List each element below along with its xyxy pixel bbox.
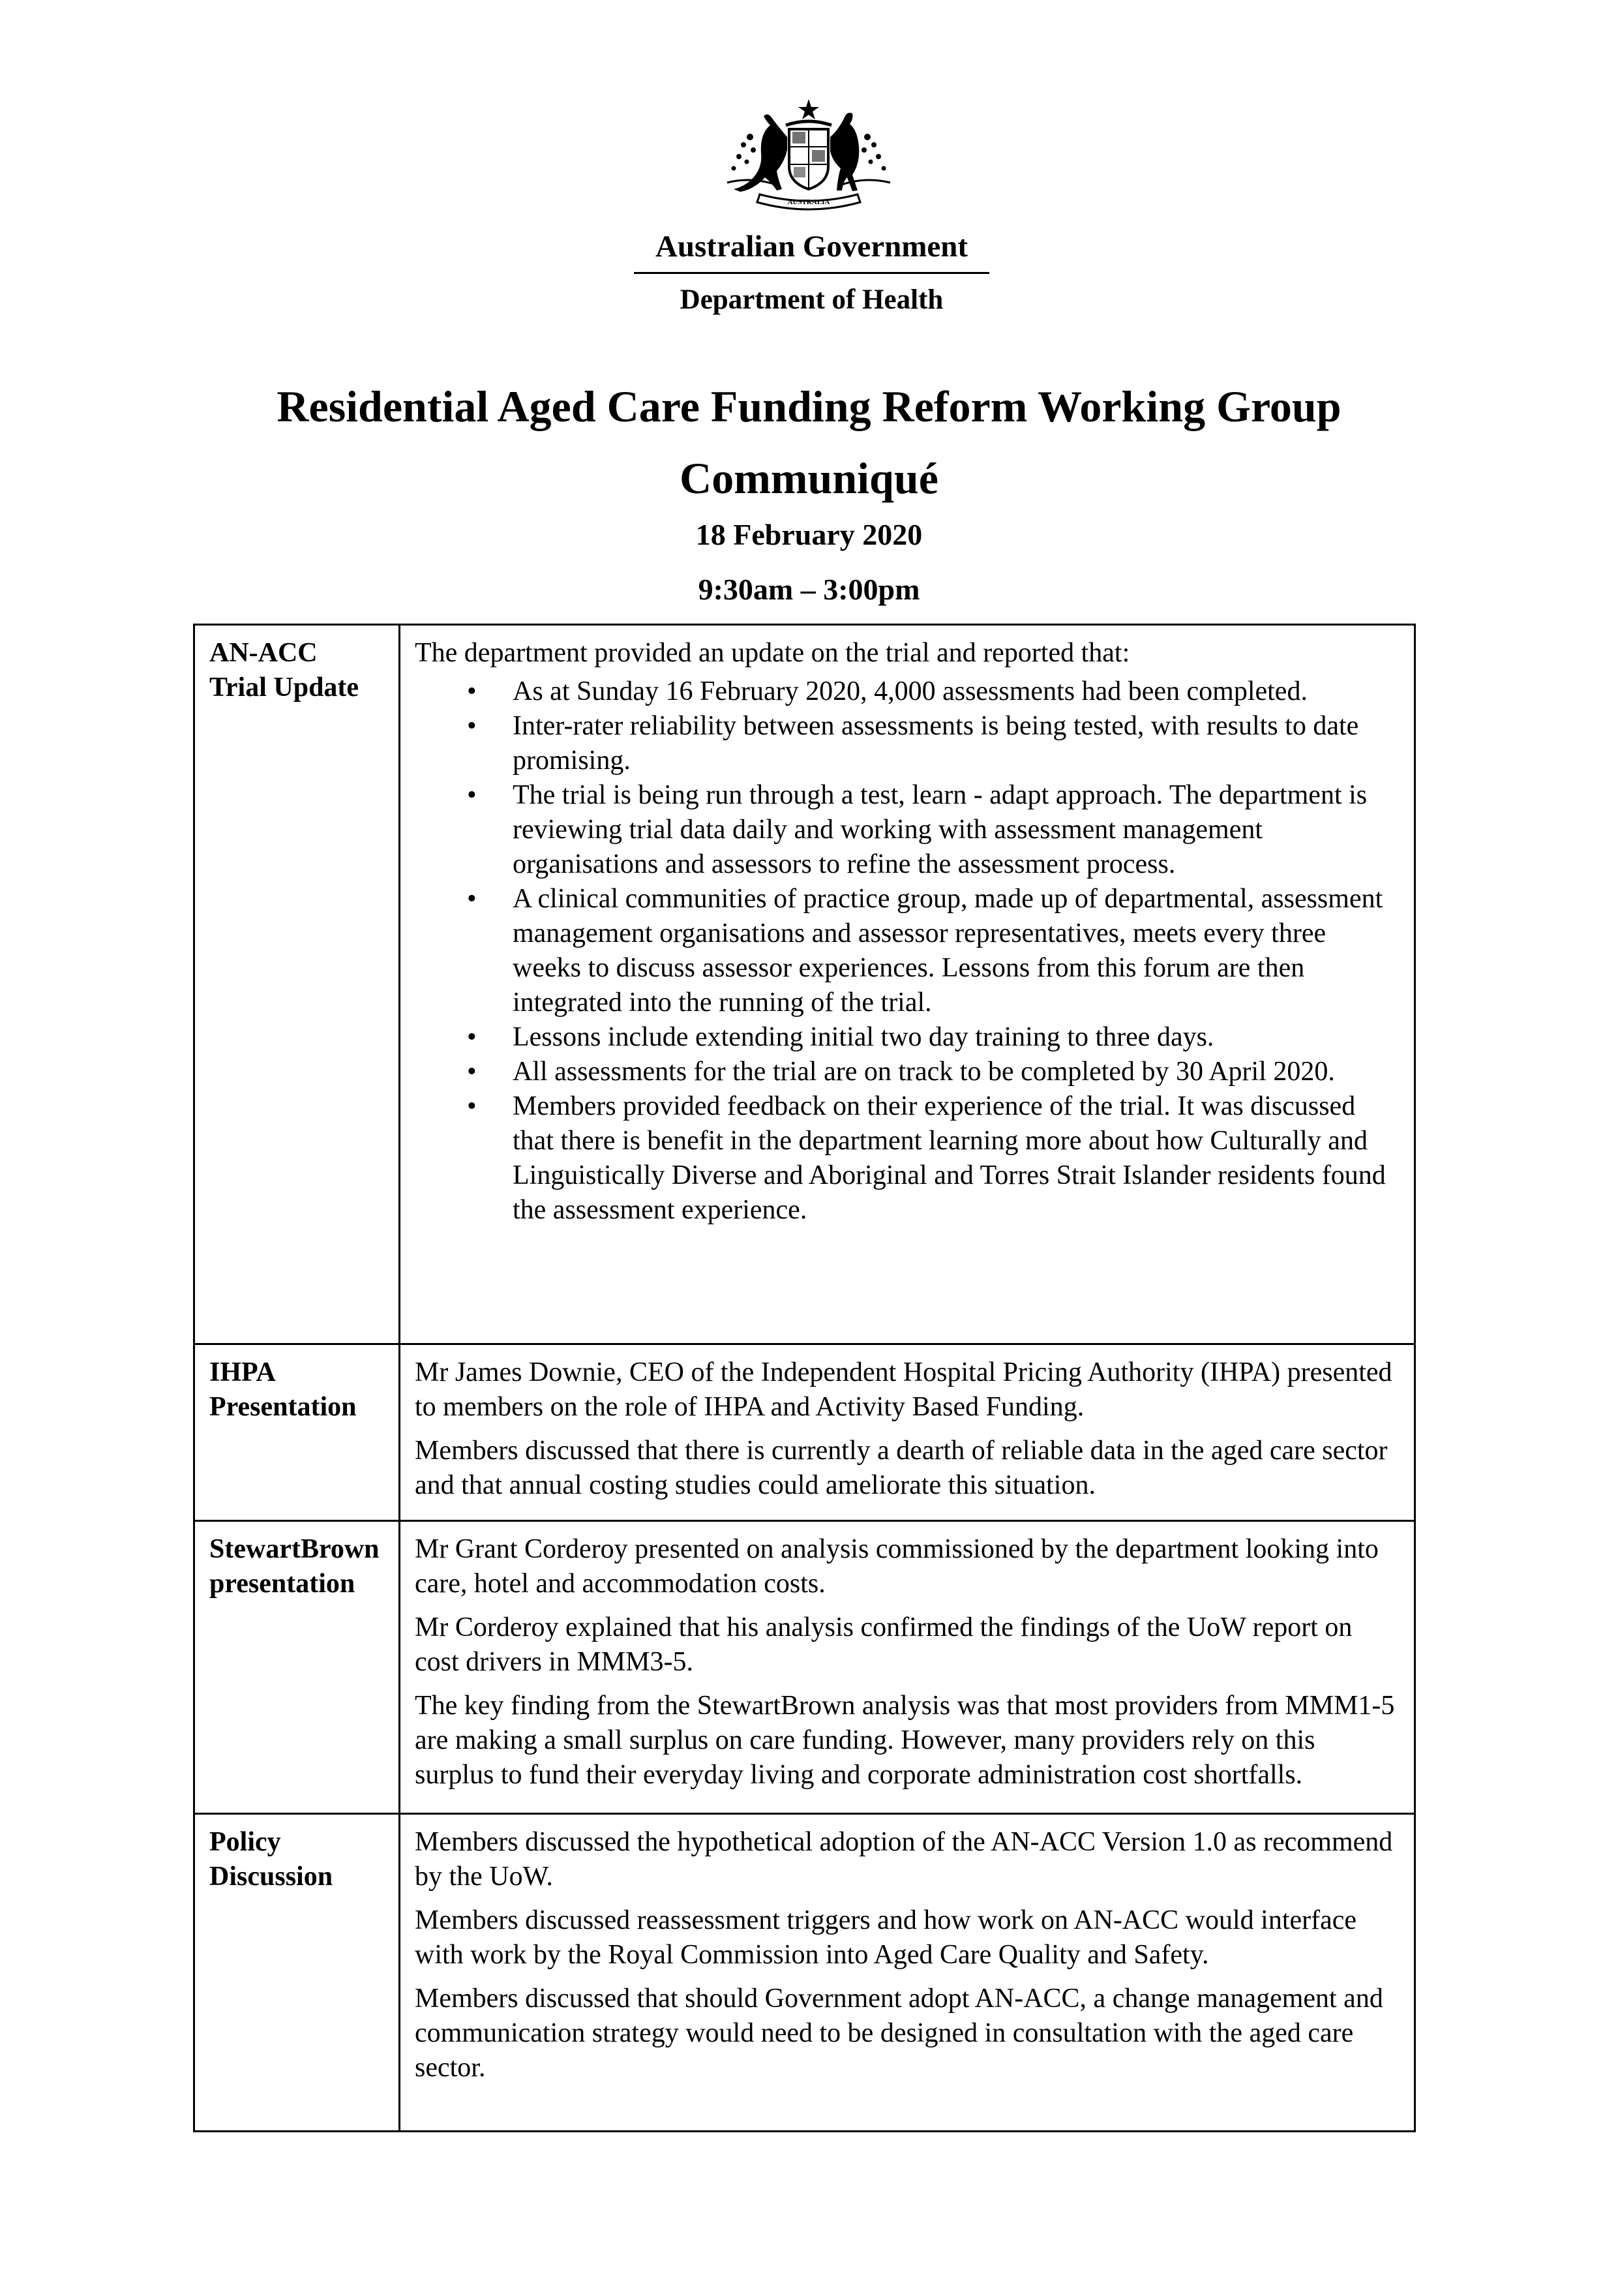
list-item: • Inter-rater reliability between assessments is being tested, with results to date promising. (513, 709, 1401, 778)
paragraph: Members discussed reassessment triggers and how work on AN-ACC would interface with work by the Royal Commission into Aged Care Quality and Safety. (415, 1905, 1357, 1970)
paragraph: Mr James Downie, CEO of the Independent Hospital Pricing Authority (IHPA) presented to members on the role of IHPA and Activity Based Funding. (415, 1357, 1392, 1422)
topic-label: Policy (209, 1827, 281, 1857)
meeting-date: 18 February 2020 (695, 518, 923, 551)
coat-of-arms-crest (714, 98, 903, 212)
table-row-ihpa (194, 1344, 1415, 1521)
list-item: • The trial is being run through a test, learn - adapt approach. The department is reviewing trial data daily and working with assessment management organisations and assessors to refine the assessment process. (513, 778, 1401, 882)
crest-motto: AUSTRALIA (787, 198, 830, 206)
government-name: Australian Government (655, 230, 968, 264)
document-subtitle: Communiqué (680, 453, 938, 503)
topic-label: Trial Update (209, 672, 359, 702)
topic-label: StewartBrown (209, 1534, 380, 1564)
paragraph: Members discussed the hypothetical adoption of the AN-ACC Version 1.0 as recommend by the UoW. (415, 1827, 1393, 1892)
paragraph: Mr Corderoy explained that his analysis confirmed the findings of the UoW report on cost drivers in MMM3-5. (415, 1612, 1353, 1677)
paragraph: Mr Grant Corderoy presented on analysis commissioned by the department looking into care, hotel and accommodation costs. (415, 1534, 1379, 1599)
topic-label: Discussion (209, 1862, 333, 1892)
topic-label: IHPA (209, 1357, 276, 1387)
agenda-table (193, 624, 1416, 2132)
paragraph: The key finding from the StewartBrown analysis was that most providers from MMM1-5 are making a small surplus on care funding. However, many providers rely on this surplus to fund their everyday living and corporate administration cost shortfalls. (415, 1691, 1395, 1790)
topic-cell (194, 1344, 400, 1521)
paragraph: Members discussed that should Government adopt AN-ACC, a change management and communication strategy would need to be designed in consultation with the aged care sector. (415, 1984, 1383, 2083)
list-item: • Lessons include extending initial two day training to three days. (513, 1020, 1401, 1055)
department-name: Department of Health (680, 284, 944, 315)
star-icon (798, 99, 819, 119)
list-item: • Members provided feedback on their experience of the trial. It was discussed that there is benefit in the department learning more about how Culturally and Linguistically Diverse and Aboriginal and Torres Strait Islander residents found the assessment experience. (513, 1089, 1401, 1228)
table-row-policy (194, 1814, 1415, 2132)
list-item: • As at Sunday 16 February 2020, 4,000 assessments had been completed. (513, 674, 1401, 709)
topic-label: AN-ACC (209, 638, 318, 668)
content-cell (400, 1814, 1415, 2132)
paragraph: Members discussed that there is currently a dearth of reliable data in the aged care sector and that annual costing studies could ameliorate this situation. (415, 1436, 1388, 1500)
list-item: • All assessments for the trial are on track to be completed by 30 April 2020. (513, 1055, 1401, 1089)
content-cell (400, 625, 1415, 1344)
topic-label: presentation (209, 1569, 355, 1599)
header-divider (634, 272, 989, 274)
meeting-time: 9:30am – 3:00pm (698, 573, 920, 606)
topic-cell (194, 1521, 400, 1814)
bullet-list (415, 674, 1401, 1228)
table-row-an-acc (194, 625, 1415, 1344)
topic-cell (194, 625, 400, 1344)
content-cell (400, 1344, 1415, 1521)
table-row-stewartbrown (194, 1521, 1415, 1814)
intro-text: The department provided an update on the trial and reported that: (415, 638, 1130, 668)
list-item: • A clinical communities of practice group, made up of departmental, assessment management organisations and assessor representatives, meets every three weeks to discuss assessor experiences. Lessons from this forum are then integrated into the running of the trial. (513, 882, 1401, 1020)
document-title: Residential Aged Care Funding Reform Working Group (277, 382, 1341, 431)
topic-cell (194, 1814, 400, 2132)
topic-label: Presentation (209, 1392, 357, 1422)
emu-icon (830, 113, 859, 191)
content-cell (400, 1521, 1415, 1814)
